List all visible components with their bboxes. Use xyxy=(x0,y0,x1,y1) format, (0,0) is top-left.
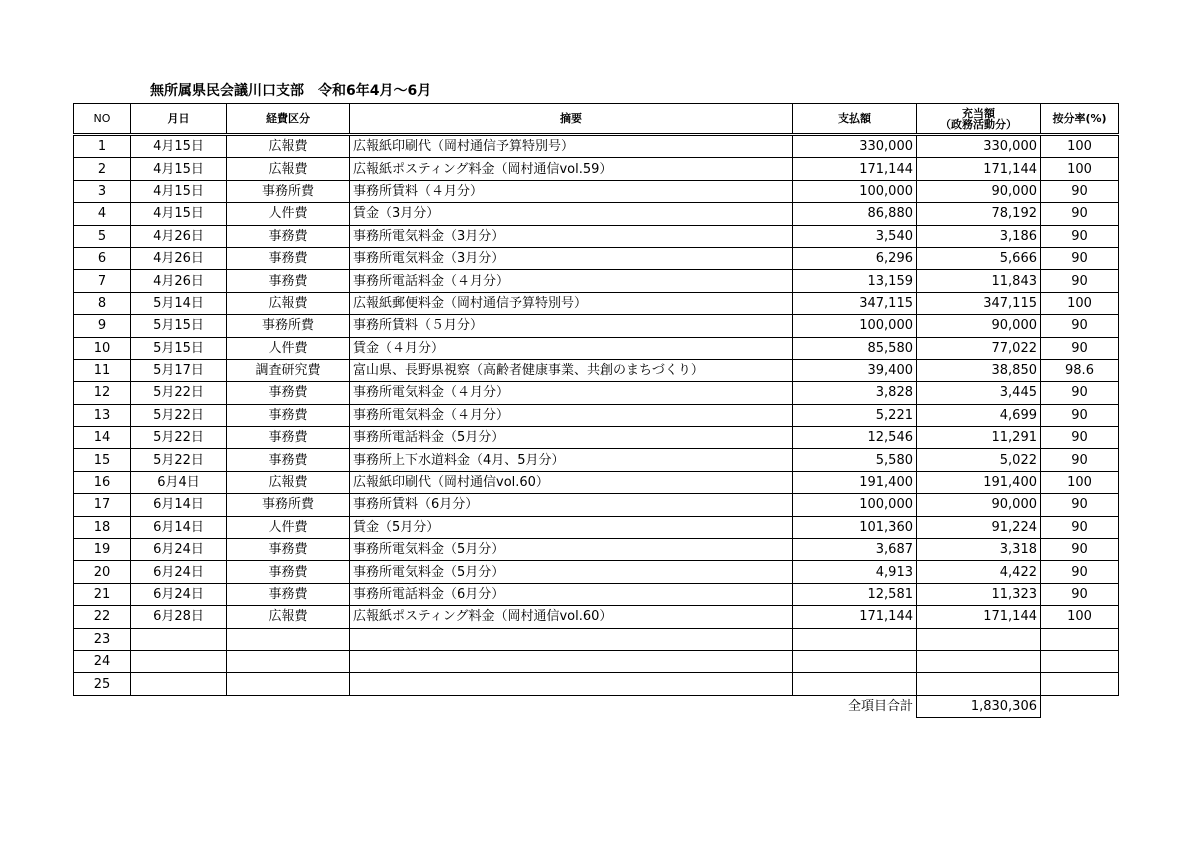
cell-allocated: 90,000 xyxy=(917,494,1041,516)
cell-no: 19 xyxy=(74,539,131,561)
header-allocated-line2: （政務活動分） xyxy=(940,117,1017,131)
cell-no: 22 xyxy=(74,606,131,628)
table-row xyxy=(74,180,1119,202)
cell-ratio: 90 xyxy=(1041,225,1119,247)
cell-no: 4 xyxy=(74,203,131,225)
cell-no: 24 xyxy=(74,650,131,672)
cell-summary: 富山県、長野県視察（高齢者健康事業、共創のまちづくり） xyxy=(350,359,793,381)
cell-payment: 100,000 xyxy=(793,494,917,516)
cell-category xyxy=(227,673,350,695)
cell-summary: 事務所上下水道料金（4月、5月分） xyxy=(350,449,793,471)
cell-payment: 3,828 xyxy=(793,382,917,404)
cell-date: 5月22日 xyxy=(131,427,227,449)
cell-payment xyxy=(793,650,917,672)
table-row xyxy=(74,561,1119,583)
cell-payment: 12,546 xyxy=(793,427,917,449)
expense-table xyxy=(73,103,1119,718)
cell-summary: 広報紙郵便料金（岡村通信予算特別号） xyxy=(350,292,793,314)
table-row xyxy=(74,203,1119,225)
cell-ratio: 90 xyxy=(1041,516,1119,538)
cell-category: 人件費 xyxy=(227,337,350,359)
cell-summary: 事務所賃料（４月分） xyxy=(350,180,793,202)
cell-no: 1 xyxy=(74,135,131,158)
cell-date: 5月17日 xyxy=(131,359,227,381)
cell-summary: 事務所電気料金（3月分） xyxy=(350,247,793,269)
cell-category: 事務費 xyxy=(227,449,350,471)
cell-summary: 広報紙ポスティング料金（岡村通信vol.59） xyxy=(350,158,793,180)
cell-category: 事務費 xyxy=(227,561,350,583)
cell-ratio: 90 xyxy=(1041,247,1119,269)
cell-no: 25 xyxy=(74,673,131,695)
cell-date xyxy=(131,673,227,695)
cell-category: 事務費 xyxy=(227,539,350,561)
table-row xyxy=(74,583,1119,605)
cell-ratio: 90 xyxy=(1041,270,1119,292)
cell-date: 6月14日 xyxy=(131,494,227,516)
header-allocated-line1: 充当額 xyxy=(962,106,995,120)
cell-allocated: 90,000 xyxy=(917,180,1041,202)
total-empty xyxy=(1041,695,1119,717)
cell-no: 15 xyxy=(74,449,131,471)
cell-payment: 86,880 xyxy=(793,203,917,225)
table-row xyxy=(74,427,1119,449)
cell-date: 4月15日 xyxy=(131,158,227,180)
table-row xyxy=(74,359,1119,381)
cell-no: 5 xyxy=(74,225,131,247)
cell-summary: 事務所電気料金（5月分） xyxy=(350,561,793,583)
total-spacer xyxy=(74,695,793,717)
cell-category: 人件費 xyxy=(227,203,350,225)
cell-date: 6月24日 xyxy=(131,539,227,561)
cell-date xyxy=(131,628,227,650)
cell-payment: 13,159 xyxy=(793,270,917,292)
table-row xyxy=(74,628,1119,650)
cell-ratio: 90 xyxy=(1041,561,1119,583)
cell-payment: 39,400 xyxy=(793,359,917,381)
total-label: 全項目合計 xyxy=(847,699,913,715)
cell-allocated: 91,224 xyxy=(917,516,1041,538)
cell-ratio xyxy=(1041,628,1119,650)
cell-category: 調査研究費 xyxy=(227,359,350,381)
cell-ratio: 100 xyxy=(1041,292,1119,314)
table-row xyxy=(74,337,1119,359)
table-row xyxy=(74,404,1119,426)
cell-no: 7 xyxy=(74,270,131,292)
cell-ratio: 90 xyxy=(1041,180,1119,202)
cell-ratio: 100 xyxy=(1041,471,1119,493)
cell-date: 5月22日 xyxy=(131,449,227,471)
cell-no: 9 xyxy=(74,315,131,337)
cell-payment: 3,687 xyxy=(793,539,917,561)
cell-summary: 事務所電気料金（４月分） xyxy=(350,404,793,426)
header-date: 月日 xyxy=(131,104,227,135)
table-header-row xyxy=(74,104,1119,135)
cell-summary: 事務所賃料（6月分） xyxy=(350,494,793,516)
header-allocated xyxy=(917,104,1041,135)
cell-summary: 広報紙印刷代（岡村通信予算特別号） xyxy=(350,135,793,158)
table-row xyxy=(74,494,1119,516)
cell-no: 21 xyxy=(74,583,131,605)
cell-payment xyxy=(793,628,917,650)
cell-payment: 12,581 xyxy=(793,583,917,605)
cell-payment: 3,540 xyxy=(793,225,917,247)
cell-ratio: 100 xyxy=(1041,135,1119,158)
cell-date: 5月22日 xyxy=(131,404,227,426)
cell-no: 12 xyxy=(74,382,131,404)
cell-summary xyxy=(350,673,793,695)
cell-date: 4月15日 xyxy=(131,203,227,225)
cell-category: 事務費 xyxy=(227,404,350,426)
cell-ratio: 90 xyxy=(1041,404,1119,426)
cell-allocated: 4,422 xyxy=(917,561,1041,583)
cell-category: 事務費 xyxy=(227,427,350,449)
cell-allocated: 3,186 xyxy=(917,225,1041,247)
cell-category: 広報費 xyxy=(227,471,350,493)
cell-allocated: 5,666 xyxy=(917,247,1041,269)
cell-ratio: 90 xyxy=(1041,315,1119,337)
cell-ratio xyxy=(1041,673,1119,695)
header-no: NO xyxy=(74,104,131,135)
cell-category: 事務所費 xyxy=(227,180,350,202)
cell-date: 6月28日 xyxy=(131,606,227,628)
cell-payment: 100,000 xyxy=(793,315,917,337)
cell-category: 事務費 xyxy=(227,583,350,605)
cell-payment xyxy=(793,673,917,695)
cell-ratio: 90 xyxy=(1041,449,1119,471)
cell-summary: 賃金（5月分） xyxy=(350,516,793,538)
cell-category: 事務費 xyxy=(227,270,350,292)
cell-summary xyxy=(350,650,793,672)
cell-date: 5月14日 xyxy=(131,292,227,314)
cell-summary xyxy=(350,628,793,650)
table-row xyxy=(74,315,1119,337)
cell-payment: 100,000 xyxy=(793,180,917,202)
cell-no: 6 xyxy=(74,247,131,269)
cell-date: 6月24日 xyxy=(131,583,227,605)
table-row xyxy=(74,247,1119,269)
cell-payment: 191,400 xyxy=(793,471,917,493)
cell-payment: 347,115 xyxy=(793,292,917,314)
cell-category: 広報費 xyxy=(227,606,350,628)
cell-no: 3 xyxy=(74,180,131,202)
cell-allocated: 171,144 xyxy=(917,606,1041,628)
cell-allocated: 11,843 xyxy=(917,270,1041,292)
cell-ratio: 100 xyxy=(1041,158,1119,180)
cell-no: 20 xyxy=(74,561,131,583)
cell-date: 5月22日 xyxy=(131,382,227,404)
cell-no: 14 xyxy=(74,427,131,449)
cell-date: 6月24日 xyxy=(131,561,227,583)
table-row xyxy=(74,292,1119,314)
cell-ratio: 90 xyxy=(1041,337,1119,359)
table-row xyxy=(74,449,1119,471)
total-value: 1,830,306 xyxy=(917,695,1041,717)
cell-ratio: 90 xyxy=(1041,583,1119,605)
cell-payment: 4,913 xyxy=(793,561,917,583)
cell-category: 事務費 xyxy=(227,225,350,247)
cell-summary: 事務所電話料金（5月分） xyxy=(350,427,793,449)
table-row xyxy=(74,516,1119,538)
table-row xyxy=(74,673,1119,695)
page-title: 無所属県民会議川口支部 令和6年4月～6月 xyxy=(150,83,432,99)
cell-allocated: 38,850 xyxy=(917,359,1041,381)
header-summary: 摘要 xyxy=(350,104,793,135)
cell-summary: 事務所電話料金（４月分） xyxy=(350,270,793,292)
cell-allocated xyxy=(917,673,1041,695)
cell-allocated: 347,115 xyxy=(917,292,1041,314)
cell-date: 5月15日 xyxy=(131,315,227,337)
table-row xyxy=(74,606,1119,628)
cell-allocated: 11,323 xyxy=(917,583,1041,605)
cell-no: 18 xyxy=(74,516,131,538)
cell-no: 17 xyxy=(74,494,131,516)
table-row xyxy=(74,270,1119,292)
table-row xyxy=(74,225,1119,247)
cell-no: 16 xyxy=(74,471,131,493)
header-category: 経費区分 xyxy=(227,104,350,135)
cell-allocated xyxy=(917,628,1041,650)
cell-category: 人件費 xyxy=(227,516,350,538)
cell-category xyxy=(227,650,350,672)
cell-no: 10 xyxy=(74,337,131,359)
cell-date: 4月26日 xyxy=(131,270,227,292)
cell-payment: 330,000 xyxy=(793,135,917,158)
header-ratio: 按分率(%) xyxy=(1041,104,1119,135)
cell-summary: 広報紙ポスティング料金（岡村通信vol.60） xyxy=(350,606,793,628)
cell-category: 広報費 xyxy=(227,135,350,158)
cell-ratio: 90 xyxy=(1041,203,1119,225)
cell-summary: 賃金（４月分） xyxy=(350,337,793,359)
cell-allocated: 171,144 xyxy=(917,158,1041,180)
cell-date: 4月26日 xyxy=(131,247,227,269)
cell-allocated: 5,022 xyxy=(917,449,1041,471)
cell-payment: 6,296 xyxy=(793,247,917,269)
cell-summary: 広報紙印刷代（岡村通信vol.60） xyxy=(350,471,793,493)
cell-category: 広報費 xyxy=(227,292,350,314)
cell-summary: 事務所賃料（５月分） xyxy=(350,315,793,337)
cell-category: 広報費 xyxy=(227,158,350,180)
cell-summary: 事務所電気料金（3月分） xyxy=(350,225,793,247)
cell-payment: 171,144 xyxy=(793,606,917,628)
cell-date xyxy=(131,650,227,672)
cell-date: 4月15日 xyxy=(131,180,227,202)
table-row xyxy=(74,382,1119,404)
cell-no: 2 xyxy=(74,158,131,180)
cell-allocated: 78,192 xyxy=(917,203,1041,225)
cell-summary: 事務所電話料金（6月分） xyxy=(350,583,793,605)
cell-allocated: 3,445 xyxy=(917,382,1041,404)
cell-allocated: 90,000 xyxy=(917,315,1041,337)
table-row xyxy=(74,135,1119,158)
cell-summary: 事務所電気料金（４月分） xyxy=(350,382,793,404)
cell-allocated xyxy=(917,650,1041,672)
table-row xyxy=(74,158,1119,180)
cell-allocated: 4,699 xyxy=(917,404,1041,426)
cell-ratio: 90 xyxy=(1041,494,1119,516)
cell-no: 8 xyxy=(74,292,131,314)
cell-allocated: 77,022 xyxy=(917,337,1041,359)
cell-category: 事務費 xyxy=(227,382,350,404)
cell-payment: 101,360 xyxy=(793,516,917,538)
header-payment: 支払額 xyxy=(793,104,917,135)
cell-category: 事務所費 xyxy=(227,315,350,337)
cell-ratio: 100 xyxy=(1041,606,1119,628)
cell-allocated: 11,291 xyxy=(917,427,1041,449)
cell-payment: 5,580 xyxy=(793,449,917,471)
cell-payment: 171,144 xyxy=(793,158,917,180)
cell-date: 5月15日 xyxy=(131,337,227,359)
table-row xyxy=(74,650,1119,672)
cell-ratio xyxy=(1041,650,1119,672)
cell-ratio: 98.6 xyxy=(1041,359,1119,381)
table-row xyxy=(74,539,1119,561)
cell-payment: 85,580 xyxy=(793,337,917,359)
cell-summary: 賃金（3月分） xyxy=(350,203,793,225)
cell-category: 事務費 xyxy=(227,247,350,269)
table-row xyxy=(74,471,1119,493)
cell-category: 事務所費 xyxy=(227,494,350,516)
cell-ratio: 90 xyxy=(1041,382,1119,404)
cell-date: 6月14日 xyxy=(131,516,227,538)
cell-allocated: 330,000 xyxy=(917,135,1041,158)
cell-allocated: 3,318 xyxy=(917,539,1041,561)
cell-no: 23 xyxy=(74,628,131,650)
cell-allocated: 191,400 xyxy=(917,471,1041,493)
cell-category xyxy=(227,628,350,650)
cell-payment: 5,221 xyxy=(793,404,917,426)
cell-date: 6月4日 xyxy=(131,471,227,493)
cell-date: 4月15日 xyxy=(131,135,227,158)
cell-summary: 事務所電気料金（5月分） xyxy=(350,539,793,561)
cell-no: 11 xyxy=(74,359,131,381)
cell-ratio: 90 xyxy=(1041,427,1119,449)
total-row xyxy=(74,695,1119,717)
cell-date: 4月26日 xyxy=(131,225,227,247)
cell-no: 13 xyxy=(74,404,131,426)
cell-ratio: 90 xyxy=(1041,539,1119,561)
